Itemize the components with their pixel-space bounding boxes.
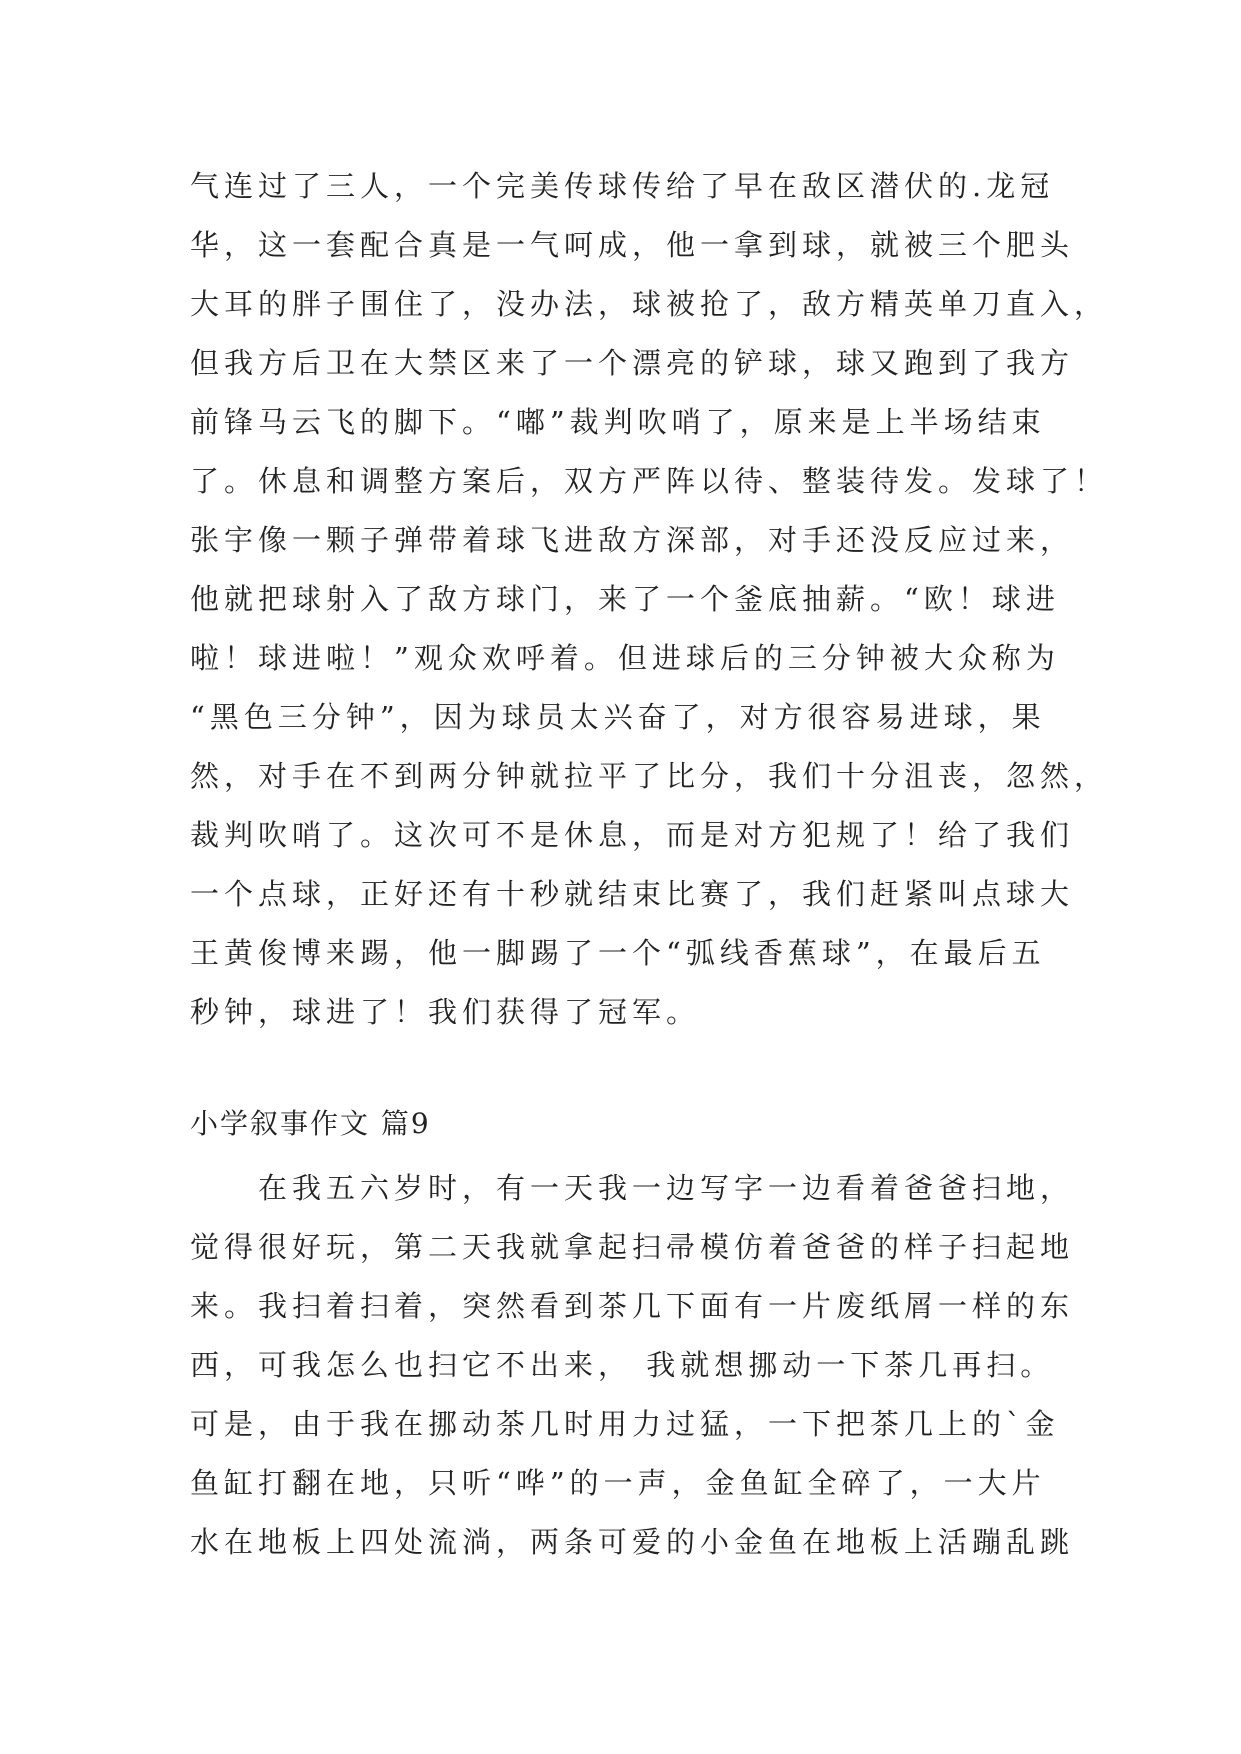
text-line: 一个点球，正好还有十秒就结束比赛了，我们赶紧叫点球大 [190,877,1075,911]
text-line: 裁判吹哨了。这次可不是休息，而是对方犯规了！给了我们 [190,818,1075,852]
text-line: 啦！球进啦！”观众欢呼着。但进球后的三分钟被大众称为 [190,641,1060,675]
text-line: 觉得很好玩，第二天我就拿起扫帚模仿着爸爸的样子扫起地 [190,1230,1075,1264]
text-line: 气连过了三人，一个完美传球传给了早在敌区潜伏的.龙冠 [190,169,1055,203]
text-line: 水在地板上四处流淌，两条可爱的小金鱼在地板上活蹦乱跳 [190,1525,1075,1559]
text-line: 秒钟，球进了！我们获得了冠军。 [190,995,701,1029]
text-line: 他就把球射入了敌方球门，来了一个釜底抽薪。“欧！球进 [190,582,1060,616]
text-line: 来。我扫着扫着，突然看到茶几下面有一片废纸屑一样的东 [190,1289,1075,1323]
text-line: 前锋马云飞的脚下。“嘟”裁判吹哨了，原来是上半场结束 [190,405,1046,439]
text-line: 但我方后卫在大禁区来了一个漂亮的铲球，球又跑到了我方 [190,346,1075,380]
section-heading-block [190,1099,1070,1149]
text-line: 大耳的胖子围住了，没办法，球被抢了，敌方精英单刀直入， [190,287,1109,321]
text-line: 鱼缸打翻在地，只听“哗”的一声，金鱼缸全碎了，一大片 [190,1466,1046,1500]
text-line: 西，可我怎么也扫它不出来， 我就想挪动一下茶几再扫。 [190,1348,1055,1382]
text-line: 可是，由于我在挪动茶几时用力过猛，一下把茶几上的`金 [190,1407,1060,1441]
story-paragraph-continued [190,157,1109,1042]
text-line: 了。休息和调整方案后，双方严阵以待、整装待发。发球了！ [190,464,1109,498]
text-line: 华，这一套配合真是一气呵成，他一拿到球，就被三个肥头 [190,228,1075,262]
text-line: 在我五六岁时，有一天我一边写字一边看着爸爸扫地， [258,1171,1075,1205]
text-line: 王黄俊博来踢，他一脚踢了一个“弧线香蕉球”，在最后五 [190,936,1046,970]
section-heading: 小学叙事作文 篇9 [190,1107,431,1140]
story-paragraph [190,1159,1075,1572]
text-line: “黑色三分钟”，因为球员太兴奋了，对方很容易进球，果 [190,700,1046,734]
text-line: 然，对手在不到两分钟就拉平了比分，我们十分沮丧，忽然， [190,759,1109,793]
text-line: 张宇像一颗子弹带着球飞进敌方深部，对手还没反应过来， [190,523,1075,557]
